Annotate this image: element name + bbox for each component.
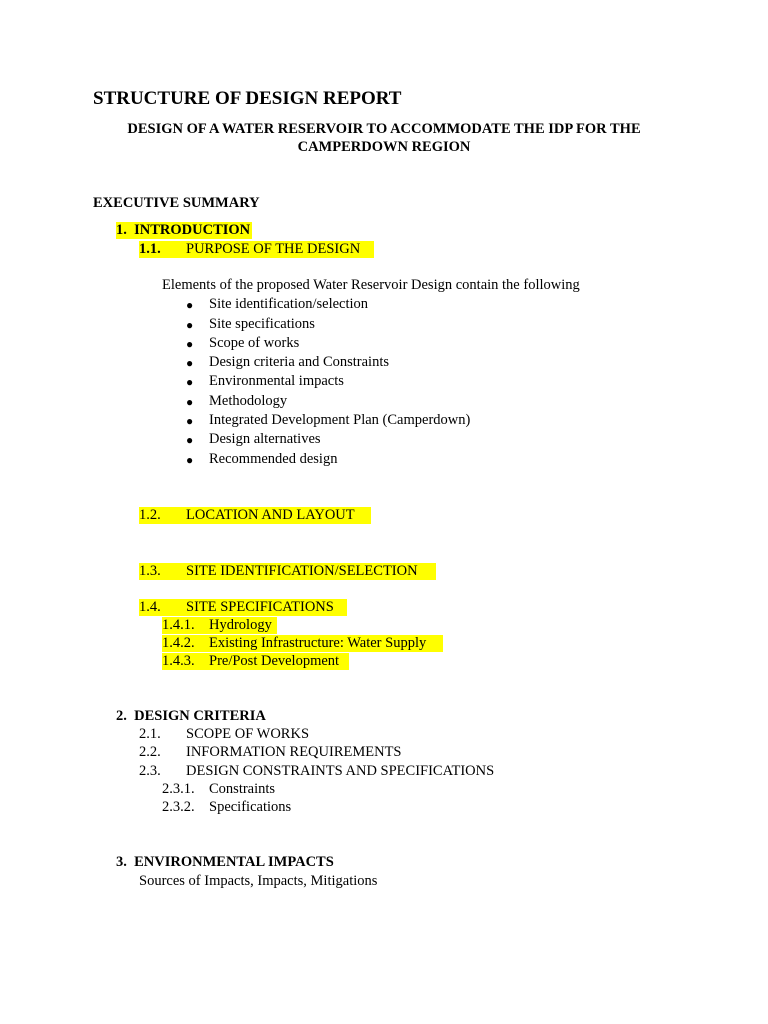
subsubsection-number: 1.4.3. [162, 653, 195, 669]
subsection-number: 1.1. [139, 241, 161, 257]
subsection-number: 1.4. [139, 599, 161, 615]
subsection-number: 1.2. [139, 507, 161, 523]
bullet-icon: ● [186, 356, 194, 370]
section-number: 1. [116, 222, 127, 238]
bullet-icon: ● [186, 375, 194, 389]
section-1-2-heading [139, 507, 371, 524]
subtitle-line-2: CAMPERDOWN REGION [297, 139, 471, 155]
subsection-number: 1.3. [139, 563, 161, 579]
executive-summary-heading: EXECUTIVE SUMMARY [93, 195, 260, 211]
bullet-icon: ● [186, 318, 194, 332]
section-title: ENVIRONMENTAL IMPACTS [134, 854, 334, 870]
section-1-3-heading [139, 563, 436, 580]
bullet-icon: ● [186, 453, 194, 467]
bullet-icon: ● [186, 298, 194, 312]
section-1-4-3-heading [162, 653, 349, 670]
subsection-title: PURPOSE OF THE DESIGN [186, 241, 361, 257]
section-1-4-heading [139, 599, 347, 616]
subsubsection-title: Pre/Post Development [209, 653, 340, 669]
section-3-text: Sources of Impacts, Impacts, Mitigations [139, 873, 378, 889]
section-title: DESIGN CRITERIA [134, 708, 266, 724]
section-title: INTRODUCTION [134, 222, 251, 238]
bullet-icon: ● [186, 395, 194, 409]
section-2-1-heading: 2.1. SCOPE OF WORKS [139, 726, 310, 742]
subtitle-line-1: DESIGN OF A WATER RESERVOIR TO ACCOMMODATE THE IDP FOR THE [127, 121, 641, 137]
section-2-3-1-heading: 2.3.1. Constraints [162, 781, 276, 797]
section-2-2-heading: 2.2. INFORMATION REQUIREMENTS [139, 744, 402, 760]
section-2-3-heading: 2.3. DESIGN CONSTRAINTS AND SPECIFICATIONS [139, 763, 495, 779]
section-1-1-heading [139, 241, 374, 258]
subsection-title: SITE IDENTIFICATION/SELECTION [186, 563, 418, 579]
subsection-title: SITE SPECIFICATIONS [186, 599, 334, 615]
intro-paragraph: Elements of the proposed Water Reservoir Design contain the following [162, 277, 580, 293]
subsubsection-title: Existing Infrastructure: Water Supply [209, 635, 427, 651]
section-1-4-1-heading [162, 617, 277, 634]
section-2-3-2-heading: 2.3.2. Specifications [162, 799, 292, 815]
section-1-heading [116, 222, 252, 239]
subsubsection-number: 1.4.1. [162, 617, 195, 633]
subsubsection-number: 1.4.2. [162, 635, 195, 651]
bullet-icon: ● [186, 433, 194, 447]
bullet-icon: ● [186, 414, 194, 428]
bullet-icon: ● [186, 337, 194, 351]
subsubsection-title: Hydrology [209, 617, 272, 633]
section-number: 3. [116, 854, 127, 870]
section-1-4-2-heading [162, 635, 443, 652]
subsection-title: LOCATION AND LAYOUT [186, 507, 355, 523]
section-number: 2. [116, 708, 127, 724]
section-3-heading [116, 854, 334, 871]
section-2-heading [116, 708, 266, 725]
document-title: STRUCTURE OF DESIGN REPORT [93, 88, 402, 109]
